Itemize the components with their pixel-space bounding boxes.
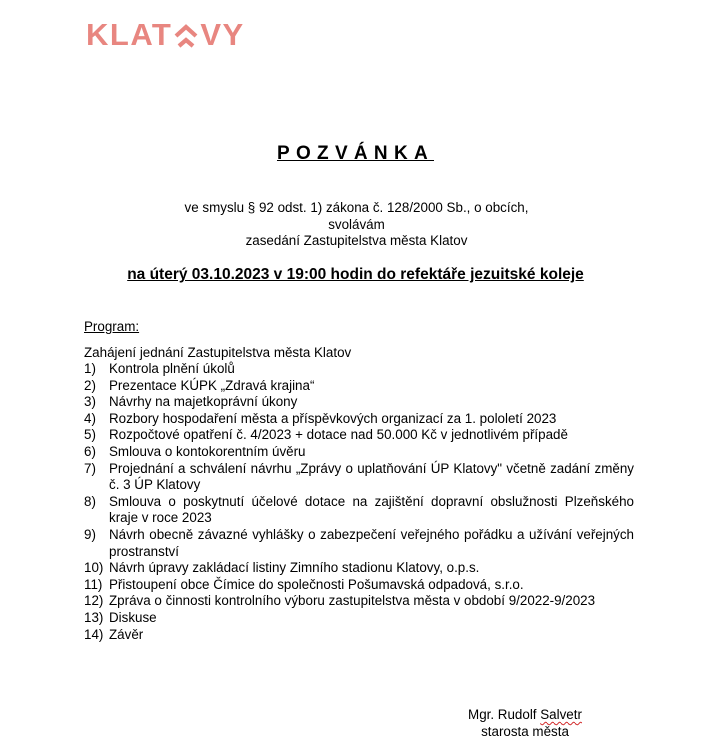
agenda-item bbox=[84, 577, 634, 594]
signatory-surname: Salvetr bbox=[540, 707, 582, 722]
agenda-item-text: Smlouva o kontokorentním úvěru bbox=[109, 443, 306, 459]
agenda-item-text: Návrh úpravy zakládací listiny Zimního stadionu Klatovy, o.p.s. bbox=[109, 560, 480, 576]
agenda-item bbox=[84, 411, 634, 428]
agenda-item-text: Smlouva o poskytnutí účelové dotace na zajištění dopravní obslužnosti Plzeňského kraje v roce 2023 bbox=[109, 493, 634, 526]
agenda-item-number: 12) bbox=[84, 593, 104, 609]
agenda-list bbox=[84, 361, 634, 643]
signatory-role: starosta města bbox=[481, 723, 569, 739]
agenda-item-number: 10) bbox=[84, 560, 104, 576]
agenda-item-text: Zpráva o činnosti kontrolního výboru zastupitelstva města v období 9/2022-9/2023 bbox=[109, 593, 596, 609]
agenda-item bbox=[84, 527, 634, 560]
agenda-item-text: Diskuse bbox=[109, 609, 157, 625]
agenda-item-number: 6) bbox=[84, 443, 96, 459]
agenda-item bbox=[84, 427, 634, 444]
agenda-item bbox=[84, 560, 634, 577]
agenda-item-number: 14) bbox=[84, 626, 104, 642]
agenda-item bbox=[84, 394, 634, 411]
agenda-item-number: 13) bbox=[84, 609, 104, 625]
agenda-item bbox=[84, 610, 634, 627]
agenda-item-number: 1) bbox=[84, 361, 96, 376]
intro-line-session: zasedání Zastupitelstva města Klatov bbox=[245, 233, 468, 248]
agenda-item-text: Rozpočtové opatření č. 4/2023 + dotace nad 50.000 Kč v jednotlivém případě bbox=[109, 427, 568, 443]
meeting-date-place: na úterý 03.10.2023 v 19:00 hodin do refektáře jezuitské koleje bbox=[127, 266, 584, 283]
signatory-name-prefix: Mgr. Rudolf bbox=[468, 707, 541, 722]
agenda-item-number: 2) bbox=[84, 377, 96, 393]
logo-chevron-o-icon bbox=[173, 21, 199, 49]
program-opening: Zahájení jednání Zastupitelstva města Klatov bbox=[84, 345, 352, 360]
signatory-name bbox=[455, 707, 595, 724]
logo-text-end: VY bbox=[200, 17, 245, 52]
agenda-item bbox=[84, 627, 634, 644]
agenda-item-text: Návrhy na majetkoprávní úkony bbox=[109, 394, 298, 410]
agenda-item-number: 4) bbox=[84, 410, 96, 426]
agenda-item bbox=[84, 461, 634, 494]
agenda-item-text: Rozbory hospodaření města a příspěvkových organizací za 1. pololetí 2023 bbox=[109, 410, 557, 426]
intro-block bbox=[0, 200, 705, 250]
agenda-item-text: Kontrola plnění úkolů bbox=[109, 361, 235, 376]
intro-line-legal: ve smyslu § 92 odst. 1) zákona č. 128/2000 Sb., o obcích, bbox=[184, 200, 529, 215]
program-label: Program: bbox=[84, 319, 140, 334]
signature-block bbox=[455, 707, 595, 740]
agenda-item-number: 11) bbox=[84, 576, 103, 592]
agenda-item-text: Závěr bbox=[109, 626, 144, 642]
agenda-item-text: Přistoupení obce Čímice do společnosti Pošumavská odpadová, s.r.o. bbox=[109, 576, 524, 592]
agenda-item-number: 9) bbox=[84, 526, 96, 542]
agenda-item bbox=[84, 494, 634, 527]
agenda-item bbox=[84, 378, 634, 395]
agenda-item bbox=[84, 444, 634, 461]
document-title: POZVÁNKA bbox=[276, 143, 434, 164]
intro-line-convene: svolávám bbox=[328, 216, 385, 232]
agenda-item-text: Prezentace KÚPK „Zdravá krajina“ bbox=[109, 377, 315, 393]
agenda-item bbox=[84, 361, 634, 378]
klatovy-logo bbox=[86, 18, 245, 52]
agenda-item-text: Projednání a schválení návrhu „Zprávy o uplatňování ÚP Klatovy" včetně zadání změny č. 3 ÚP Klatovy bbox=[109, 460, 634, 493]
agenda-item-number: 7) bbox=[84, 460, 96, 476]
agenda-item-number: 8) bbox=[84, 493, 96, 509]
agenda-item-number: 5) bbox=[84, 427, 96, 443]
logo-text-start: KLAT bbox=[86, 17, 173, 52]
agenda-item-number: 3) bbox=[84, 394, 96, 410]
agenda-item-text: Návrh obecně závazné vyhlášky o zabezpečení veřejného pořádku a užívání veřejných prostranství bbox=[109, 526, 634, 559]
agenda-item bbox=[84, 593, 634, 610]
